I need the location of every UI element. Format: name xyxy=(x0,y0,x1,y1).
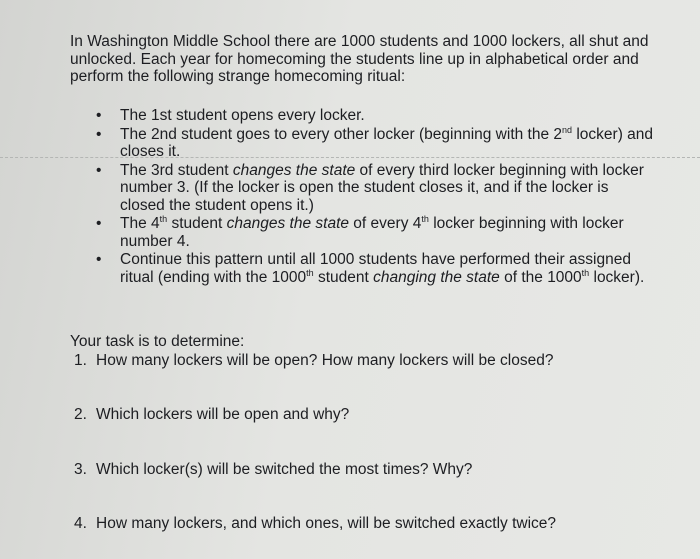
bullet-item: • The 2nd student goes to every other locker (beginning with the 2nd locker) and closes it. xyxy=(96,124,654,160)
bullet-dot-icon: • xyxy=(96,107,102,124)
question-item: 4. How many lockers, and which ones, will be switched exactly twice? xyxy=(74,515,557,532)
ritual-bullet-list xyxy=(96,107,656,287)
bullet-item: • Continue this pattern until all 1000 students have performed their assigned ritual (ending with the 1000th student changing the state of the 1000th locker). xyxy=(96,251,645,286)
bullet-dot-icon: • xyxy=(96,125,102,143)
task-heading: Your task is to determine: xyxy=(70,333,245,350)
bullet-dot-icon: • xyxy=(96,215,102,232)
bullet-dot-icon: • xyxy=(96,251,102,268)
bullet-item: • The 3rd student changes the state of every third locker beginning with locker number 3. (If the locker is open the student closes it, and if the locker is closed the student opens it.) xyxy=(96,161,644,214)
intro-paragraph: In Washington Middle School there are 1000 students and 1000 lockers, all shut and unlocked. Each year for homecoming the students line up in alphabetical order and perform the following strange homecoming ritual: xyxy=(70,33,649,85)
bullet-item: • The 4th student changes the state of every 4th locker beginning with locker number 4. xyxy=(96,213,624,250)
question-item: 2. Which lockers will be open and why? xyxy=(74,406,350,423)
question-item: 1. How many lockers will be open? How many lockers will be closed? xyxy=(74,352,554,369)
bullet-item: • The 1st student opens every locker. xyxy=(96,107,365,124)
bullet-dot-icon: • xyxy=(96,161,102,179)
question-item: 3. Which locker(s) will be switched the most times? Why? xyxy=(74,461,473,478)
